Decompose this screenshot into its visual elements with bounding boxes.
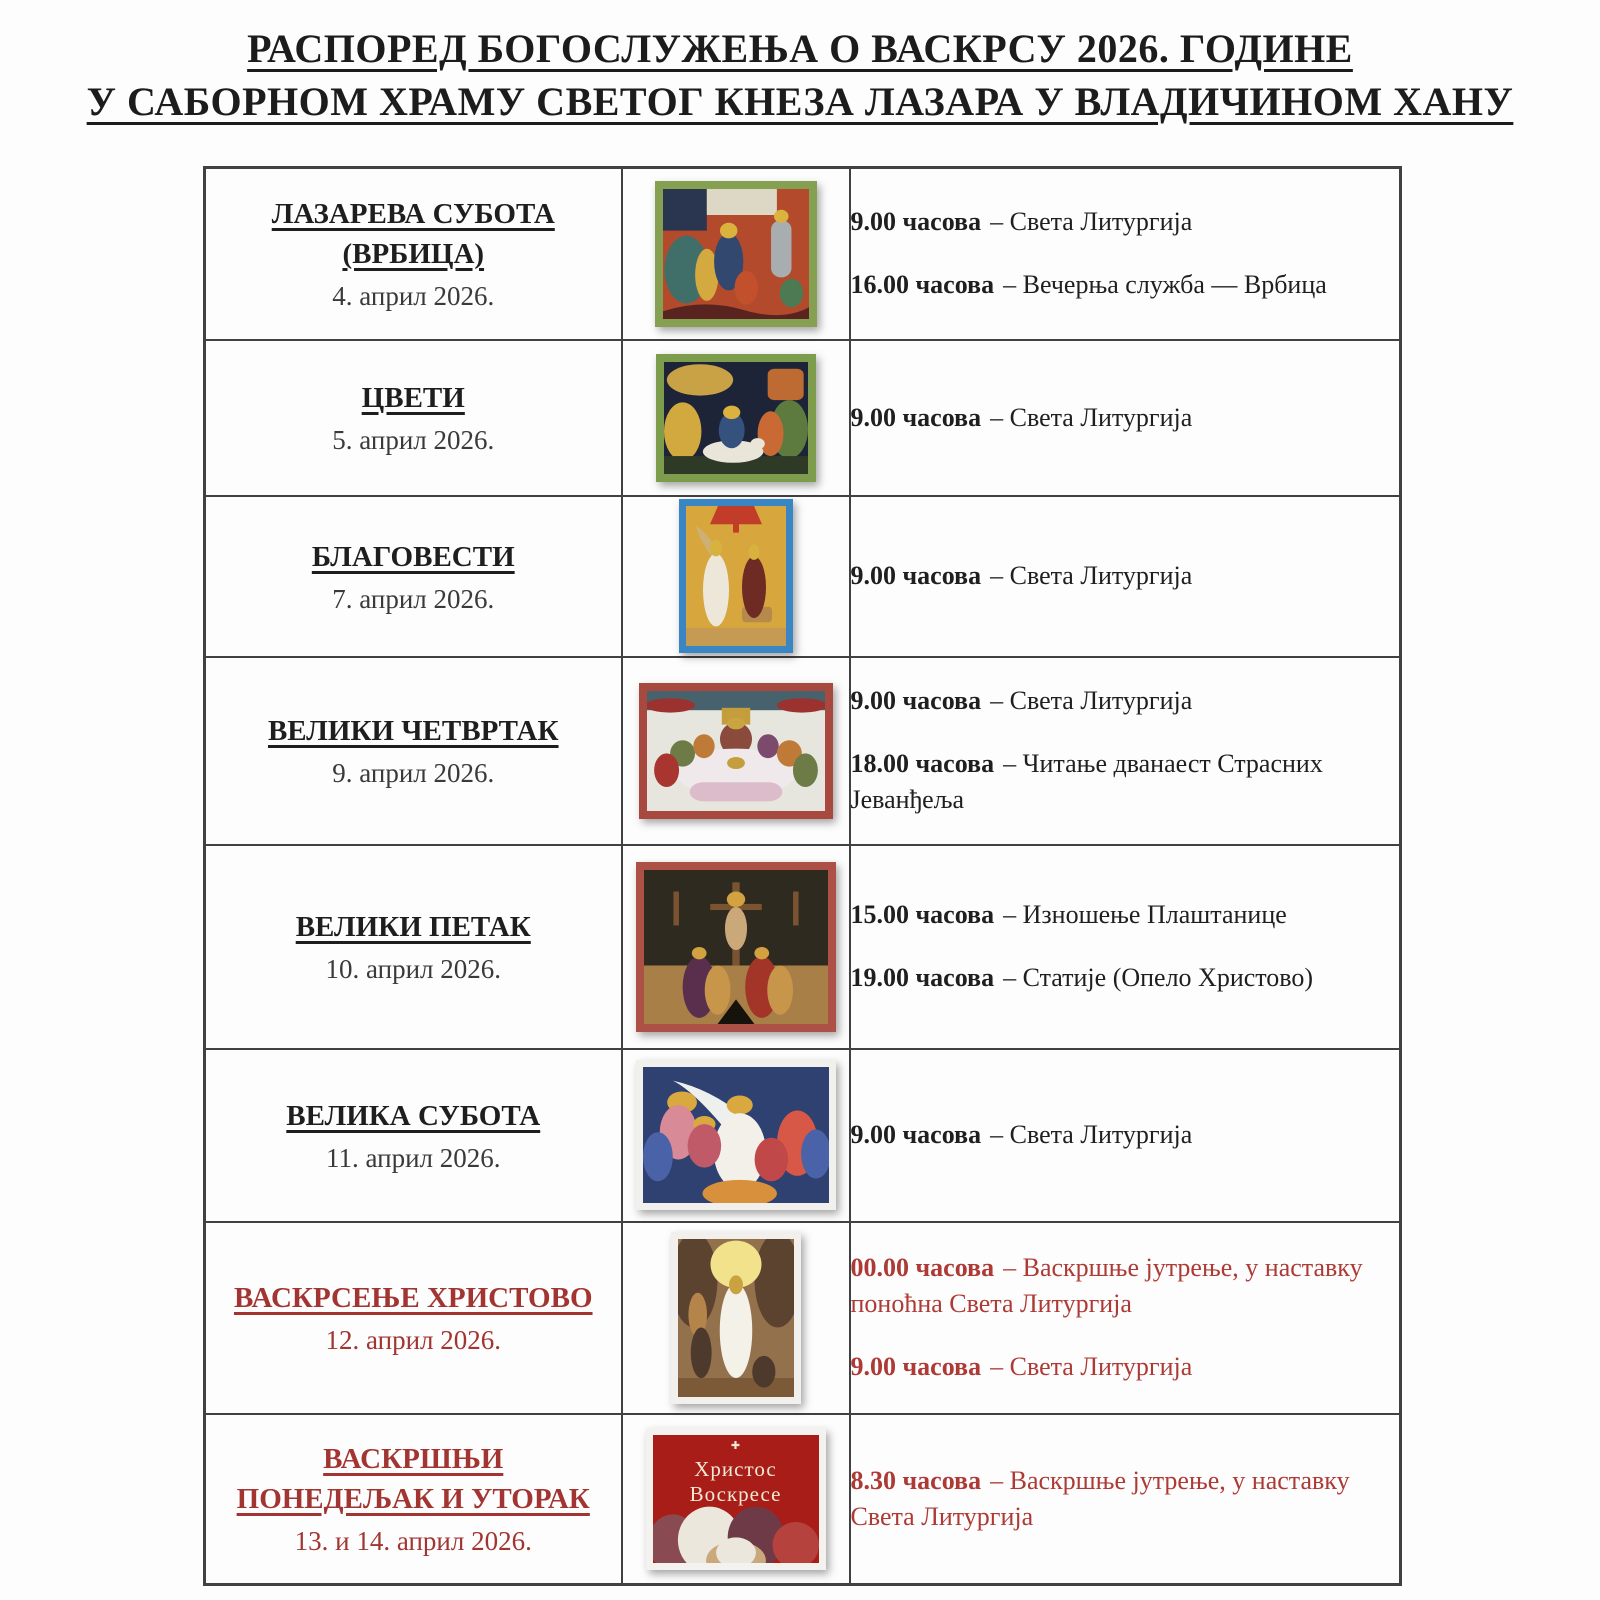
service-line — [851, 400, 1400, 436]
day-title-line: ВЕЛИКИ ЧЕТВРТАК — [267, 715, 559, 747]
doc-title-line-2: У САБОРНОМ ХРАМУ СВЕТОГ КНЕЗА ЛАЗАРА У ВЛАДИЧИНОМ ХАНУ — [86, 79, 1514, 124]
day-title-line: ЦВЕТИ — [361, 382, 465, 414]
last-supper-icon — [639, 683, 833, 819]
service-time: 9.00 часова — [850, 686, 982, 715]
services-cell — [850, 168, 1401, 340]
day-date: 13. и 14. април 2026. — [294, 1526, 532, 1557]
small-cross-icon: ✚ — [730, 1439, 741, 1452]
doc-title-line-1: РАСПОРЕД БОГОСЛУЖЕЊА О ВАСКРСУ 2026. ГОДИНЕ — [247, 26, 1353, 71]
day-cell — [205, 496, 622, 657]
service-time: 8.30 часова — [850, 1465, 982, 1495]
day-cell — [205, 1414, 622, 1585]
angel-resurrection-fresco-icon — [636, 1060, 836, 1210]
day-date: 10. април 2026. — [325, 954, 501, 984]
day-title — [206, 194, 621, 274]
entry-into-jerusalem-icon — [656, 354, 816, 482]
icon-artwork — [644, 870, 828, 1024]
table-row — [205, 168, 1401, 340]
icon-artwork — [647, 691, 825, 811]
service-line — [851, 558, 1400, 594]
service-line — [851, 267, 1400, 303]
day-title-line: ВАСКРШЊИ — [323, 1443, 504, 1476]
icon-artwork — [678, 1239, 794, 1397]
service-description: – Васкршње јутрење, у наставку поноћна Света Литургија — [850, 1253, 1363, 1318]
service-line — [851, 1117, 1400, 1153]
raising-of-lazarus-icon — [655, 181, 817, 327]
service-time: 18.00 часова — [850, 749, 995, 778]
service-description: – Света Литургија — [990, 1120, 1193, 1149]
icon-cell — [622, 340, 850, 496]
icon-artwork — [664, 362, 808, 474]
day-title — [206, 378, 621, 418]
table-row — [205, 1222, 1401, 1414]
service-line — [851, 960, 1400, 996]
service-line — [851, 746, 1400, 818]
document-title — [0, 22, 1600, 128]
table-row — [205, 1049, 1401, 1222]
service-time: 19.00 часова — [850, 963, 995, 992]
icon-cell — [622, 1414, 850, 1585]
resurrection-of-christ-icon — [671, 1232, 801, 1404]
icon-artwork — [643, 1067, 829, 1203]
easter-card-caption: Христос Воскресе — [689, 1456, 782, 1506]
service-line — [851, 1349, 1400, 1385]
day-cell — [205, 168, 622, 340]
icon-cell — [622, 1222, 850, 1414]
services-cell — [850, 1049, 1401, 1222]
day-cell — [205, 1222, 622, 1414]
schedule-table — [203, 166, 1402, 1586]
day-title-line: ВЕЛИКИ ПЕТАК — [295, 911, 531, 943]
day-title-line: ПОНЕДЕЉАК И УТОРАК — [236, 1483, 590, 1516]
icon-artwork — [663, 189, 809, 319]
icon-artwork — [653, 1435, 819, 1563]
service-description: – Света Литургија — [990, 207, 1193, 237]
day-date: 4. април 2026. — [332, 281, 495, 312]
day-date: 5. април 2026. — [332, 425, 495, 455]
day-title-line: (ВРБИЦА) — [342, 238, 485, 271]
service-time: 9.00 часова — [850, 1352, 982, 1381]
service-line — [851, 1250, 1400, 1322]
service-description: – Света Литургија — [990, 686, 1193, 715]
day-date: 7. април 2026. — [332, 583, 495, 614]
services-cell — [850, 845, 1401, 1049]
day-title-line: ВЕЛИКА СУБОТА — [286, 1099, 541, 1132]
day-title — [206, 537, 621, 577]
service-description: – Статије (Опело Христово) — [1003, 963, 1314, 992]
services-cell — [850, 1414, 1401, 1585]
service-description: – Читање дванаест Страсних Јеванђеља — [850, 749, 1323, 814]
service-line — [851, 204, 1400, 240]
day-cell — [205, 657, 622, 845]
crucifixion-icon — [636, 862, 836, 1032]
day-date: 9. април 2026. — [332, 758, 495, 788]
icon-cell — [622, 845, 850, 1049]
day-title — [206, 1278, 621, 1318]
easter-card-icon — [646, 1428, 826, 1570]
day-date: 12. април 2026. — [325, 1325, 501, 1355]
table-row — [205, 496, 1401, 657]
service-description: – Вечерња служба — Врбица — [1003, 270, 1327, 300]
day-cell — [205, 845, 622, 1049]
service-line — [851, 1463, 1400, 1535]
service-time: 16.00 часова — [850, 270, 995, 300]
service-description: – Васкршње јутрење, у наставку Света Литургија — [850, 1465, 1350, 1531]
day-cell — [205, 1049, 622, 1222]
service-time: 9.00 часова — [850, 207, 982, 237]
services-cell — [850, 1222, 1401, 1414]
icon-cell — [622, 657, 850, 845]
day-title-line: ЛАЗАРЕВА СУБОТА — [271, 198, 555, 231]
services-cell — [850, 657, 1401, 845]
day-title-line: БЛАГОВЕСТИ — [311, 540, 515, 573]
schedule-table-body — [205, 168, 1401, 1585]
icon-cell — [622, 168, 850, 340]
day-title — [206, 907, 621, 947]
day-title — [206, 1439, 621, 1519]
table-row — [205, 657, 1401, 845]
services-cell — [850, 496, 1401, 657]
day-date: 11. април 2026. — [326, 1142, 501, 1173]
service-line — [851, 683, 1400, 719]
service-time: 9.00 часова — [850, 561, 982, 590]
service-line — [851, 897, 1400, 933]
icon-cell — [622, 496, 850, 657]
service-description: – Изношење Плаштанице — [1003, 900, 1287, 929]
day-title — [206, 711, 621, 751]
service-description: – Света Литургија — [990, 561, 1193, 590]
day-cell — [205, 340, 622, 496]
annunciation-icon — [679, 499, 793, 653]
table-row — [205, 340, 1401, 496]
table-row — [205, 845, 1401, 1049]
service-time: 9.00 часова — [850, 402, 982, 432]
icon-cell — [622, 1049, 850, 1222]
service-time: 15.00 часова — [850, 900, 995, 929]
service-time: 9.00 часова — [850, 1120, 982, 1149]
table-row — [205, 1414, 1401, 1585]
icon-artwork — [686, 506, 786, 646]
day-title — [206, 1096, 621, 1136]
service-time: 00.00 часова — [850, 1253, 995, 1282]
service-description: – Света Литургија — [990, 1352, 1193, 1381]
day-title-line: ВАСКРСЕЊЕ ХРИСТОВО — [233, 1282, 593, 1314]
service-description: – Света Литургија — [990, 402, 1193, 432]
services-cell — [850, 340, 1401, 496]
